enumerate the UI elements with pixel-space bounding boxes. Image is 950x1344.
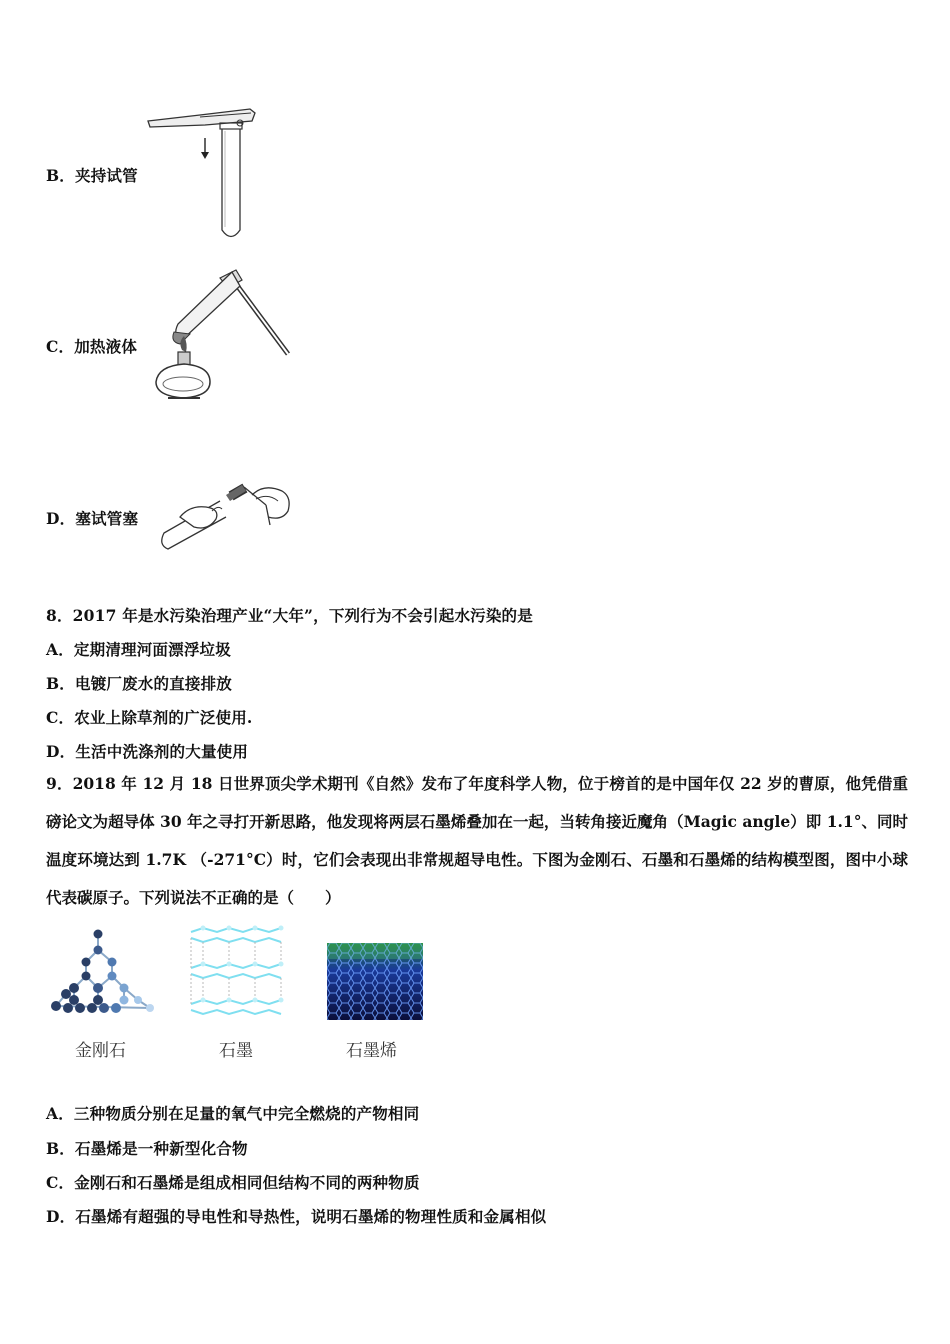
graphene-caption: 石墨烯 <box>346 1041 397 1061</box>
q7-option-c-label: C．加热液体 <box>46 337 138 356</box>
q8-option-c: C．农业上除草剂的广泛使用. <box>46 708 253 727</box>
q8-stem: 8．2017 年是水污染治理产业“大年”，下列行为不会引起水污染的是 <box>46 606 533 625</box>
q9-option-d: D．石墨烯有超强的导电性和导热性，说明石墨烯的物理性质和金属相似 <box>46 1207 547 1226</box>
graphite-structure-icon <box>183 924 291 1020</box>
graphite-caption: 石墨 <box>219 1041 253 1061</box>
heating-liquid-over-alcohol-lamp-icon <box>148 262 293 412</box>
q7-option-b-label: B．夹持试管 <box>46 166 138 185</box>
q8-option-a: A．定期清理河面漂浮垃圾 <box>46 640 231 659</box>
test-tube-holder-clamping-icon <box>145 105 265 245</box>
q9-option-c: C．金刚石和石墨烯是组成相同但结构不同的两种物质 <box>46 1173 420 1192</box>
q9-stem: 9．2018 年 12 月 18 日世界顶尖学术期刊《自然》发布了年度科学人物，位于榜首的是中国年仅 22 岁的曹原，他凭借重磅论文为超导体 30 年之寻打开新思路，他发现将两层石墨烯叠加在一起，当转角接近魔角（Magic angle）即 1.1°、同时温度环境达到 1.7K （-271°C）时，它们会表现出非常规超导电性。下图为金刚石、石墨和石墨烯的结构模型图，图中小球代表碳原子。下列说法不正确的是（ ） <box>46 774 908 907</box>
diamond-caption: 金刚石 <box>75 1041 126 1061</box>
q9-option-b: B．石墨烯是一种新型化合物 <box>46 1139 248 1158</box>
graphene-structure-icon <box>327 943 423 1020</box>
q7-option-d-label: D．塞试管塞 <box>46 509 139 528</box>
inserting-rubber-stopper-icon <box>158 475 298 555</box>
q8-option-b: B．电镀厂废水的直接排放 <box>46 674 233 693</box>
q9-option-a: A．三种物质分别在足量的氧气中完全燃烧的产物相同 <box>46 1104 420 1123</box>
diamond-structure-icon <box>46 924 158 1020</box>
q8-option-d: D．生活中洗涤剂的大量使用 <box>46 742 249 761</box>
